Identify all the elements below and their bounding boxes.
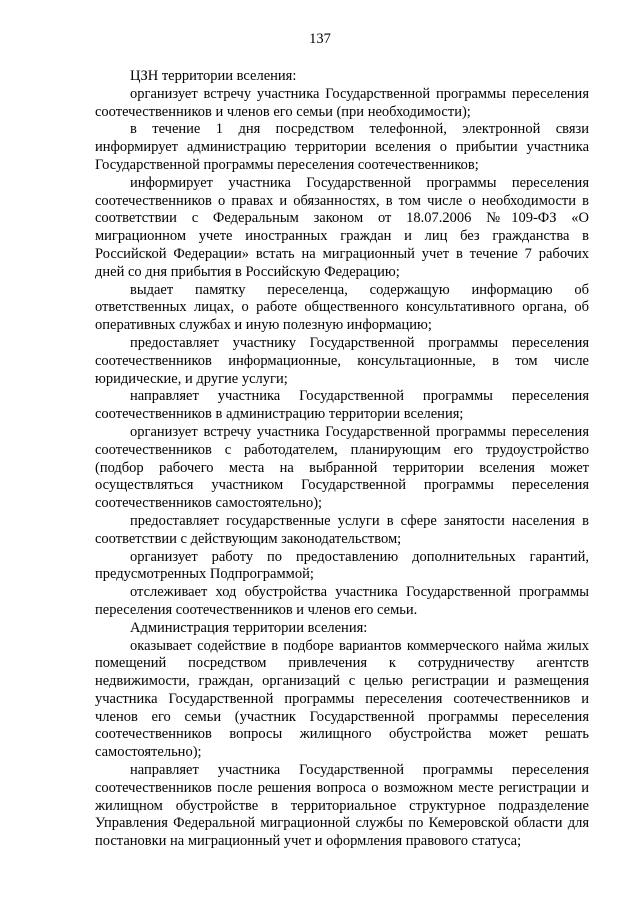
paragraph: организует работу по предоставлению дополнительных гарантий, предусмотренных Подпрограммой; xyxy=(95,548,589,583)
paragraph-administration-heading: Администрация территории вселения: xyxy=(130,619,368,636)
paragraph: предоставляет государственные услуги в сфере занятости населения в соответствии с действующим законодательством; xyxy=(95,512,589,547)
paragraph: отслеживает ход обустройства участника Государственной программы переселения соотечественников и членов его семьи. xyxy=(95,584,589,618)
paragraph: организует встречу участника Государственной программы переселения соотечественников с работодателем, планирующим его трудоустройство (подбор рабочего места на выбранной территории вселения может осуществляться участником Государственной программы переселения соотечественников самостоятельно); xyxy=(95,423,589,512)
paragraph: направляет участника Государственной программы переселения соотечественников после решения вопроса о возможном месте регистрации и жилищном обустройстве в территориальное структурное подразделение Управления Федеральной миграционной службы по Кемеровской области для постановки на миграционный учет и оформления правового статуса; xyxy=(95,762,589,850)
paragraph: оказывает содействие в подборе вариантов коммерческого найма жилых помещений посредством привлечения к сотрудничеству агентств недвижимости, граждан, организаций с целью регистрации и размещения участника Государственной программы переселения соотечественников и членов его семьи (участник Государственной программы переселения соотечественников вопросы жилищного обустройства может решать самостоятельно); xyxy=(95,637,589,761)
paragraph: организует встречу участника Государственной программы переселения соотечественников и членов его семьи (при необходимости); xyxy=(95,85,589,120)
paragraph: предоставляет участнику Государственной программы переселения соотечественников информационные, консультационные, в том числе юридические, и другие услуги; xyxy=(95,334,589,387)
paragraph-czn-heading: ЦЗН территории вселения: xyxy=(130,68,297,84)
page-number: 137 xyxy=(309,31,331,47)
paragraph: выдает памятку переселенца, содержащую информацию об ответственных лицах, о работе общественного консультативного органа, об оперативных службах и иную полезную информацию; xyxy=(95,281,589,334)
paragraph: направляет участника Государственной программы переселения соотечественников в администрацию территории вселения; xyxy=(95,388,589,423)
paragraph: информирует участника Государственной программы переселения соотечественников о правах и обязанностях, в том числе о необходимости в соответствии с Федеральным законом от 18.07.2006 №109-ФЗ «О миграционном учете иностранных граждан и лиц без гражданства в Российской Федерации» встать на миграционный учет в течение 7 рабочих дней со дня прибытия в Российскую Федерацию; xyxy=(95,174,589,280)
paragraph: в течение 1 дня посредством телефонной, электронной связи информирует администрацию территории вселения о прибытии участника Государственной программы переселения соотечественников; xyxy=(95,121,589,173)
body-text xyxy=(95,68,589,851)
